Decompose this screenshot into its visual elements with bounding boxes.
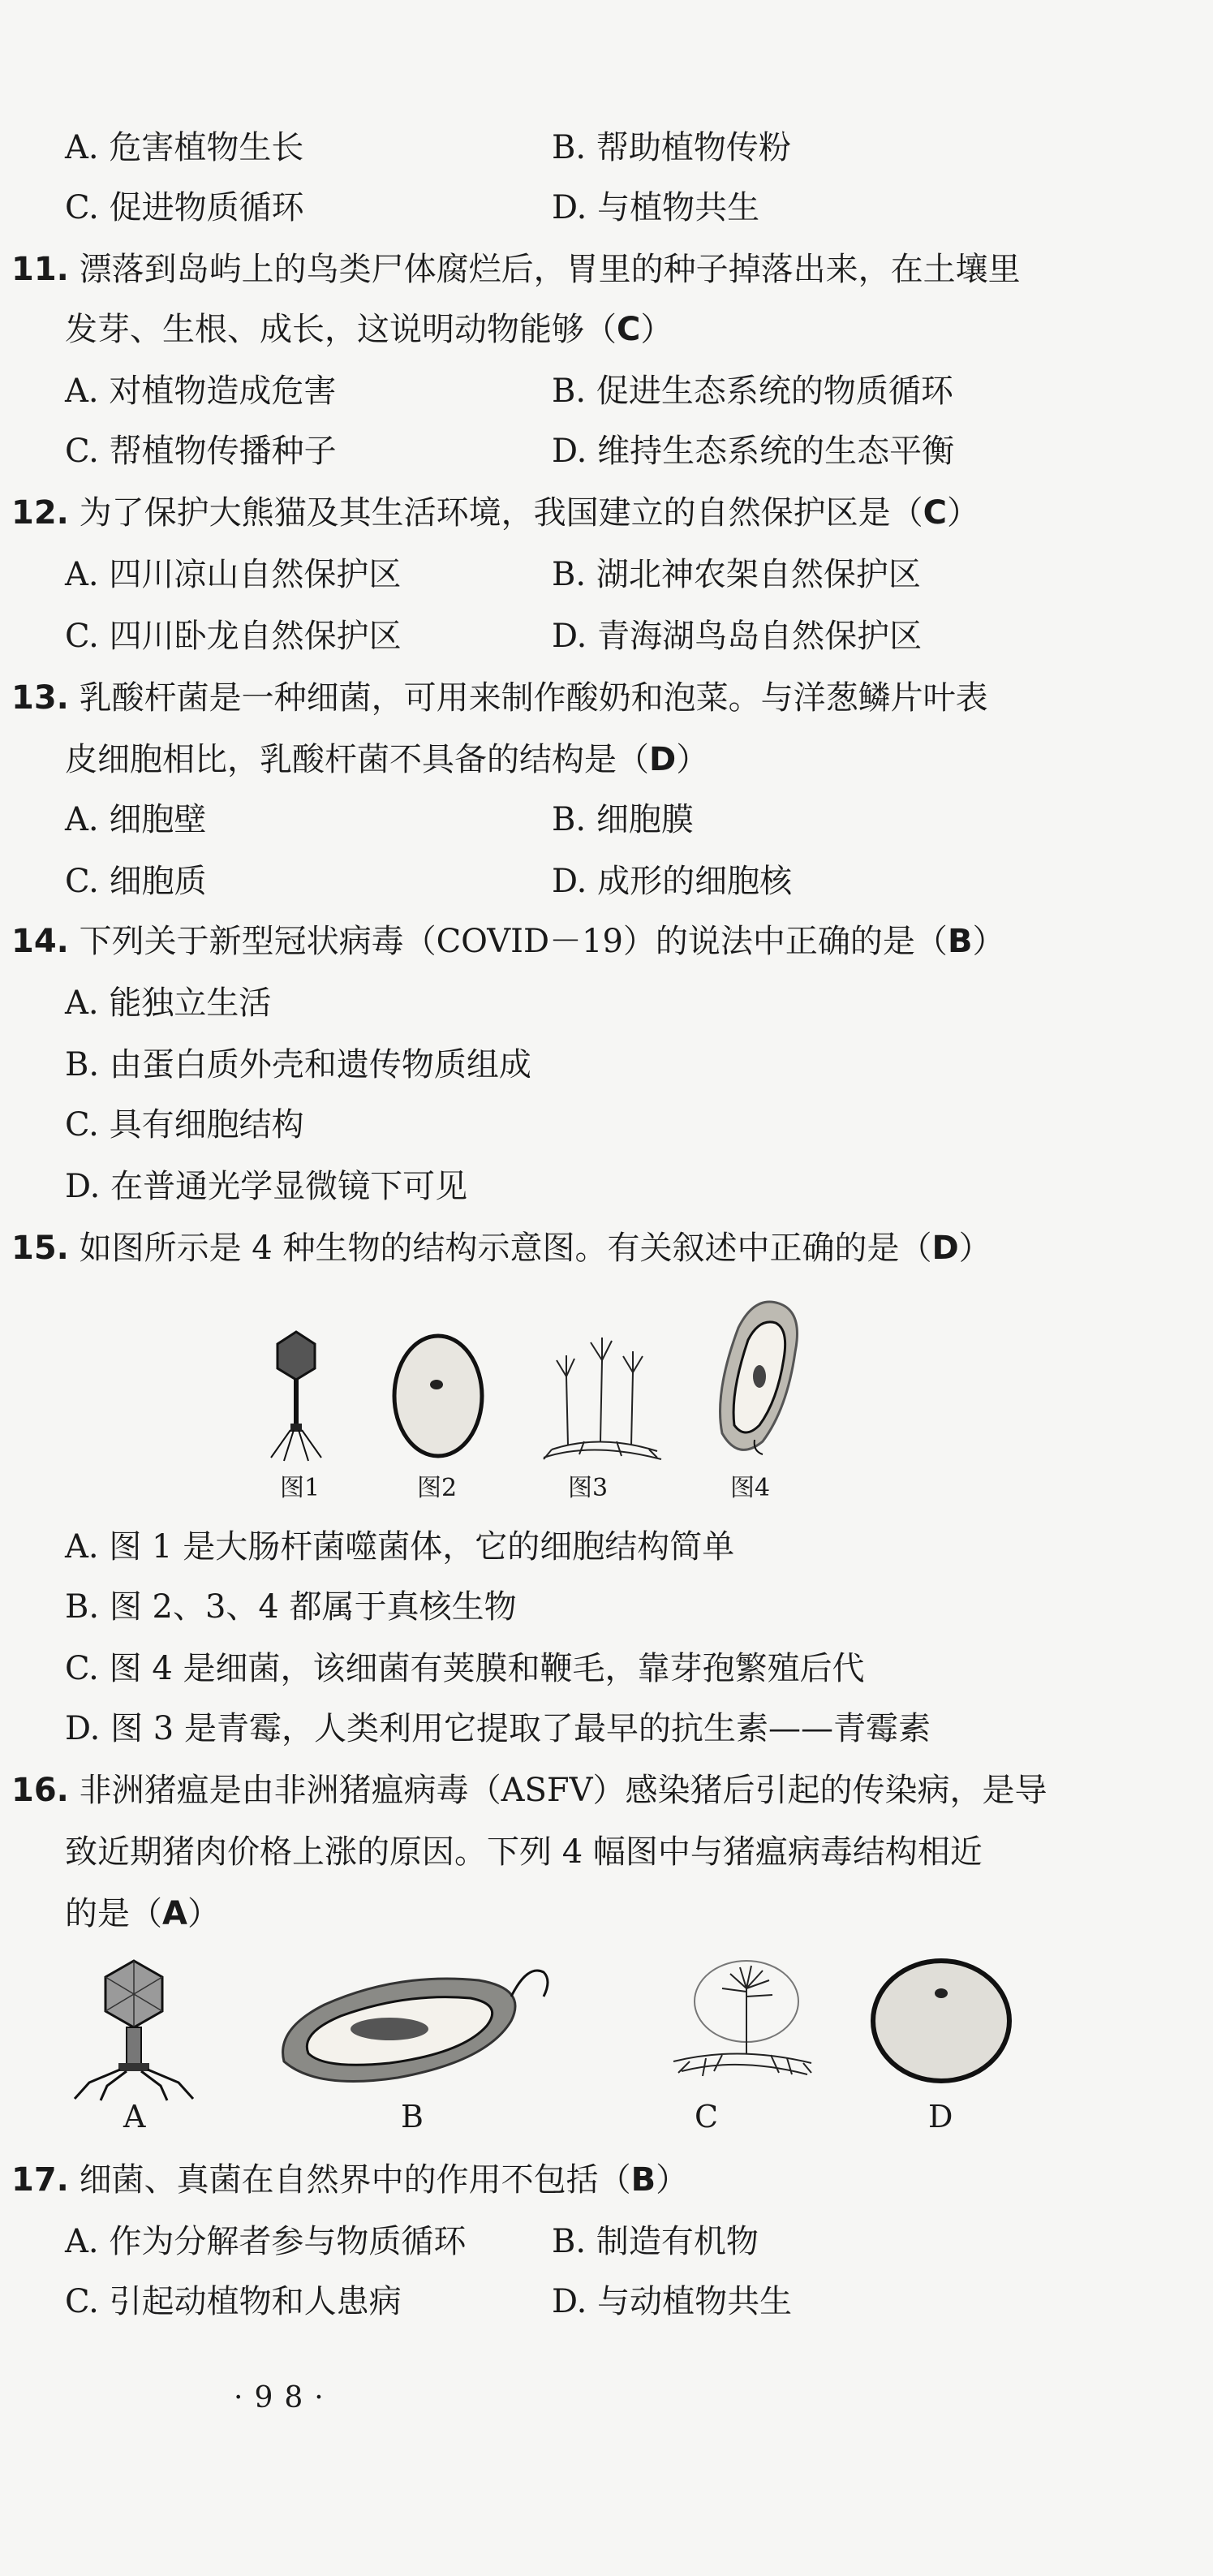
- q14-option-c: C. 具有细胞结构: [65, 1106, 304, 1144]
- q16-fig-d-cell: [868, 1956, 1014, 2086]
- q15-fig3-penicillium: [536, 1328, 665, 1466]
- q16-stem-line2: 致近期猪肉价格上涨的原因。下列 4 幅图中与猪瘟病毒结构相近: [65, 1833, 983, 1871]
- q15-fig-label-2: 图2: [417, 1474, 458, 1502]
- q15-number: 15.: [11, 1230, 69, 1267]
- q14-stem: 14. 下列关于新型冠状病毒（COVID－19）的说法中正确的是（B）: [11, 923, 1005, 960]
- q17-option-b: B. 制造有机物: [552, 2223, 759, 2260]
- q16-fig-label-c: C: [695, 2099, 719, 2134]
- q16-answer: A: [162, 1895, 187, 1932]
- q10-option-b: B. 帮助植物传粉: [552, 129, 791, 166]
- q10-option-c: C. 促进物质循环: [65, 189, 304, 226]
- q15-fig-label-3: 图3: [568, 1474, 609, 1502]
- q17-stem: 17. 细菌、真菌在自然界中的作用不包括（B）: [11, 2161, 689, 2199]
- q12-option-a: A. 四川凉山自然保护区: [65, 556, 402, 593]
- q14-option-a: A. 能独立生活: [65, 984, 272, 1022]
- q17-option-d: D. 与动植物共生: [552, 2283, 793, 2320]
- q11-stem-line1: 11. 漂落到岛屿上的鸟类尸体腐烂后，胃里的种子掉落出来，在土壤里: [11, 251, 1021, 288]
- q16-number: 16.: [11, 1772, 69, 1809]
- q15-fig-label-4: 图4: [730, 1474, 771, 1502]
- q13-stem-line2: 皮细胞相比，乳酸杆菌不具备的结构是（D）: [65, 741, 709, 778]
- page-number: ·98·: [234, 2381, 335, 2414]
- q15-answer: D: [931, 1230, 959, 1267]
- q15-option-b: B. 图 2、3、4 都属于真核生物: [65, 1588, 517, 1626]
- q11-number: 11.: [11, 251, 69, 288]
- q11-option-c: C. 帮植物传播种子: [65, 433, 337, 470]
- q13-stem-line1: 13. 乳酸杆菌是一种细菌，可用来制作酸奶和泡菜。与洋葱鳞片叶表: [11, 679, 988, 717]
- q12-option-c: C. 四川卧龙自然保护区: [65, 618, 402, 655]
- q11-option-d: D. 维持生态系统的生态平衡: [552, 433, 955, 470]
- q17-number: 17.: [11, 2161, 69, 2199]
- q13-option-b: B. 细胞膜: [552, 801, 694, 838]
- q16-fig-label-b: B: [401, 2099, 424, 2134]
- q16-fig-label-d: D: [928, 2099, 953, 2134]
- q11-stem-line2: 发芽、生根、成长，这说明动物能够（C）: [65, 311, 673, 348]
- q13-option-a: A. 细胞壁: [65, 801, 207, 838]
- q12-number: 12.: [11, 494, 69, 532]
- q16-stem-line3: 的是（A）: [65, 1895, 220, 1932]
- q15-fig2-yeast-cell: [389, 1331, 487, 1461]
- q16-fig-label-a: A: [123, 2099, 146, 2134]
- q14-option-d: D. 在普通光学显微镜下可见: [65, 1168, 468, 1205]
- q12-stem: 12. 为了保护大熊猫及其生活环境，我国建立的自然保护区是（C）: [11, 494, 979, 532]
- q13-answer: D: [649, 741, 677, 778]
- q13-option-c: C. 细胞质: [65, 863, 207, 900]
- q10-option-a: A. 危害植物生长: [65, 129, 304, 166]
- q16-stem-line1: 16. 非洲猪瘟是由非洲猪瘟病毒（ASFV）感染猪后引起的传染病，是导: [11, 1772, 1047, 1809]
- q14-answer: B: [947, 923, 973, 960]
- q14-number: 14.: [11, 923, 69, 960]
- q13-option-d: D. 成形的细胞核: [552, 863, 793, 900]
- page-number-dot-left: ·: [234, 2381, 255, 2414]
- q16-fig-a-virus: [65, 1956, 203, 2102]
- q12-option-d: D. 青海湖鸟岛自然保护区: [552, 618, 923, 655]
- q13-number: 13.: [11, 679, 69, 717]
- q12-answer: C: [923, 494, 947, 532]
- q17-answer: B: [630, 2161, 656, 2199]
- q15-option-a: A. 图 1 是大肠杆菌噬菌体，它的细胞结构简单: [65, 1528, 735, 1566]
- q15-option-c: C. 图 4 是细菌，该细菌有荚膜和鞭毛，靠芽孢繁殖后代: [65, 1650, 865, 1687]
- q11-option-a: A. 对植物造成危害: [65, 373, 337, 410]
- q15-fig-label-1: 图1: [280, 1474, 320, 1502]
- q17-option-a: A. 作为分解者参与物质循环: [65, 2223, 467, 2260]
- q14-option-b: B. 由蛋白质外壳和遗传物质组成: [65, 1046, 531, 1083]
- q15-stem: 15. 如图所示是 4 种生物的结构示意图。有关叙述中正确的是（D）: [11, 1230, 991, 1267]
- q12-option-b: B. 湖北神农架自然保护区: [552, 556, 921, 593]
- q17-option-c: C. 引起动植物和人患病: [65, 2283, 402, 2320]
- q15-option-d: D. 图 3 是青霉，人类利用它提取了最早的抗生素——青霉素: [65, 1710, 931, 1747]
- q11-answer: C: [617, 311, 641, 348]
- q15-fig4-bacterium: [706, 1295, 811, 1458]
- q16-fig-c-mold: [665, 1956, 819, 2094]
- q16-fig-b-bacterium: [268, 1948, 560, 2094]
- q10-option-d: D. 与植物共生: [552, 189, 760, 226]
- page-number-dot-right: ·: [314, 2381, 335, 2414]
- q15-fig1-bacteriophage: [260, 1328, 333, 1466]
- q11-option-b: B. 促进生态系统的物质循环: [552, 373, 953, 410]
